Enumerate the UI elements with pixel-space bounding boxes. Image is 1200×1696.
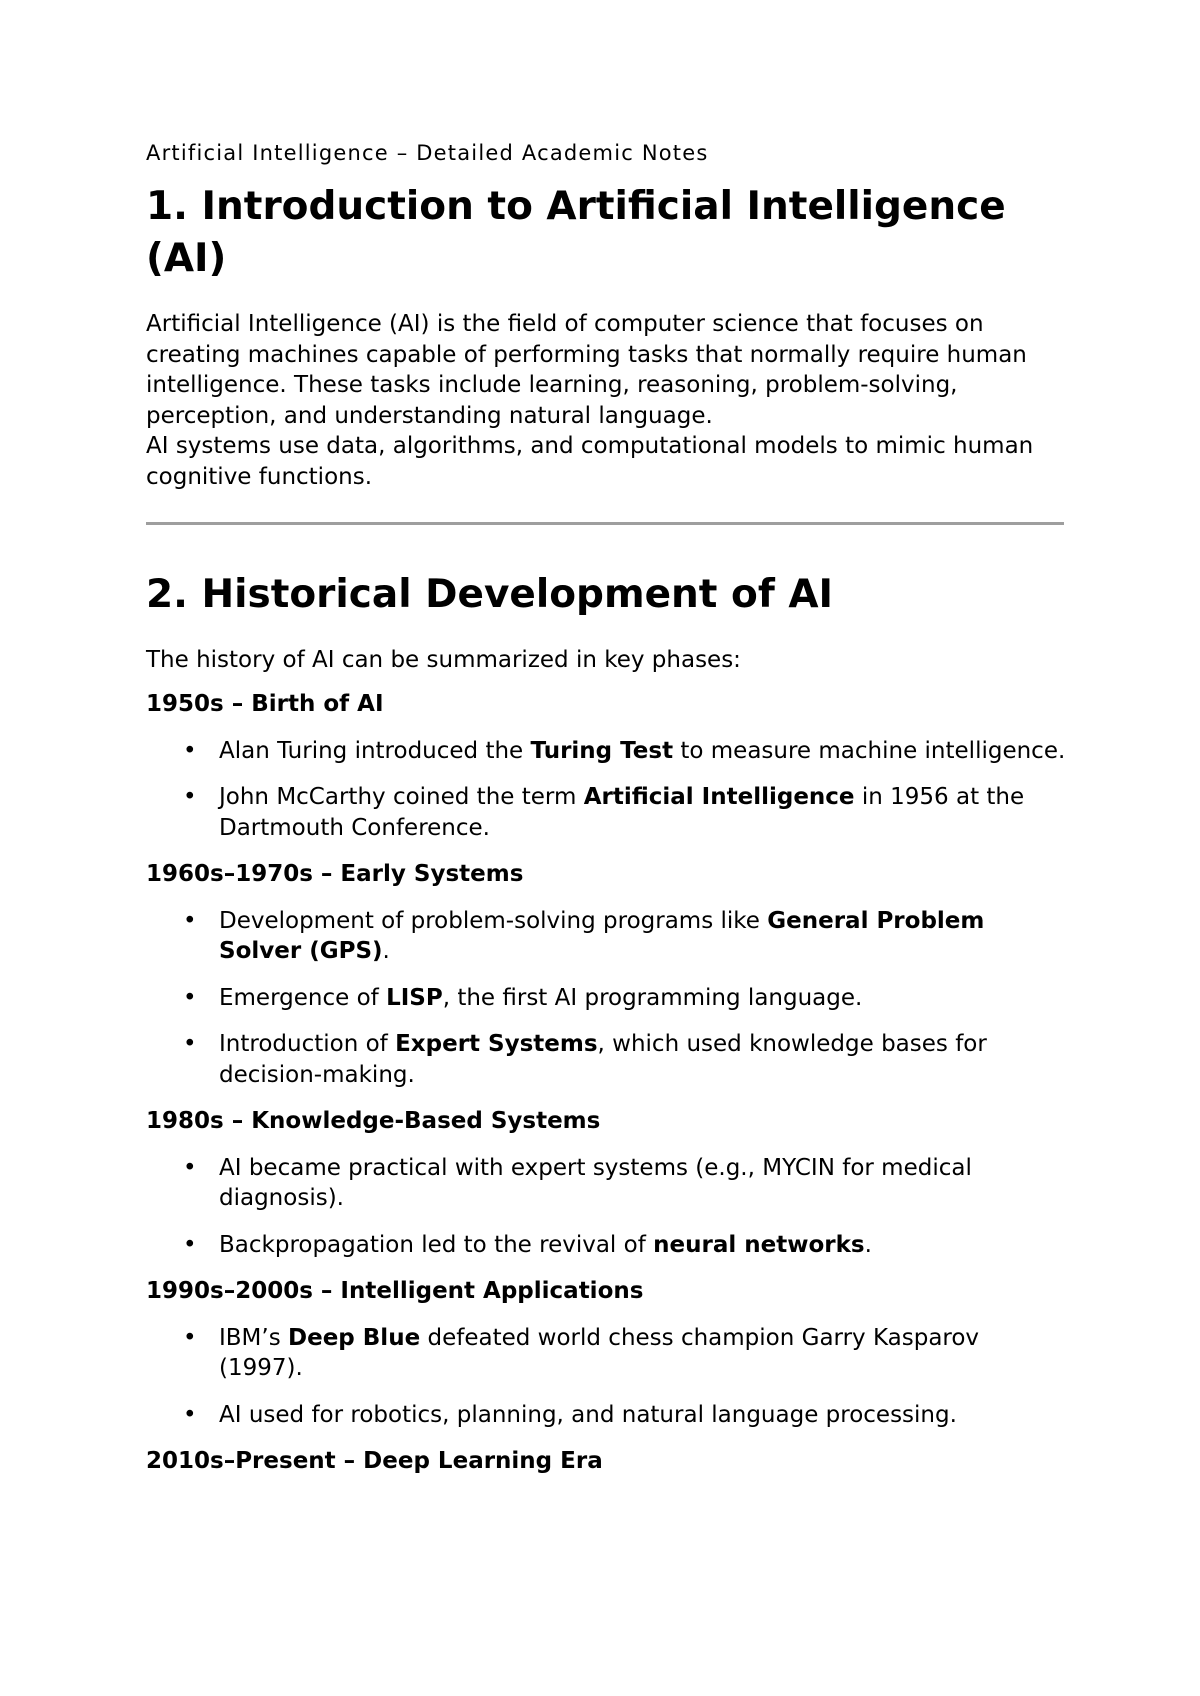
list-item: • AI became practical with expert systems (e.g., MYCIN for medical diagnosis). (183, 1154, 972, 1212)
list-item: • Emergence of LISP, the first AI programming language. (146, 983, 1066, 1014)
document-page (146, 140, 1066, 1493)
bullet-icon: • (183, 1324, 197, 1351)
era-heading: 1990s–2000s – Intelligent Applications (146, 1278, 644, 1305)
era-list (146, 1153, 1066, 1261)
section-1-heading: 1. Introduction to Artificial Intelligence (AI) (146, 184, 1006, 282)
section-2-intro: The history of AI can be summarized in key phases: (146, 646, 741, 673)
bullet-icon: • (183, 1231, 197, 1258)
era-heading: 1980s – Knowledge-Based Systems (146, 1108, 601, 1135)
section-1-paragraph-1: Artificial Intelligence (AI) is the field of computer science that focuses on creating machines capable of performing tasks that normally require human intelligence. These tasks include learning, reasoning, problem-solving, perception, and understanding natural language. (146, 311, 1027, 429)
bullet-icon: • (183, 737, 197, 764)
list-item: • Backpropagation led to the revival of neural networks. (146, 1230, 1066, 1261)
bullet-icon: • (183, 907, 197, 934)
list-item: • Development of problem-solving programs like General Problem Solver (GPS). (183, 907, 985, 965)
era-list (146, 1323, 1066, 1431)
bullet-icon: • (183, 1031, 197, 1058)
document-title: Artificial Intelligence – Detailed Academic Notes (146, 141, 709, 165)
era-heading: 2010s–Present – Deep Learning Era (146, 1448, 603, 1475)
era-heading: 1950s – Birth of AI (146, 691, 384, 718)
list-item: • IBM’s Deep Blue defeated world chess champion Garry Kasparov (1997). (183, 1324, 980, 1382)
era-list (146, 736, 1066, 844)
section-2-heading: 2. Historical Development of AI (146, 572, 834, 618)
era-heading: 1960s–1970s – Early Systems (146, 861, 524, 888)
list-item: • John McCarthy coined the term Artificial Intelligence in 1956 at the Dartmouth Conference. (183, 784, 1025, 841)
list-item: • Alan Turing introduced the Turing Test to measure machine intelligence. (146, 736, 1066, 767)
bullet-icon: • (183, 984, 197, 1011)
horizontal-divider (146, 522, 1064, 525)
section-1-paragraph-2: AI systems use data, algorithms, and computational models to mimic human cognitive functions. (146, 433, 1034, 490)
bullet-icon: • (183, 1401, 197, 1428)
bullet-icon: • (183, 784, 197, 811)
list-item: • AI used for robotics, planning, and natural language processing. (146, 1400, 1066, 1431)
era-list (146, 906, 1066, 1091)
bullet-icon: • (183, 1154, 197, 1181)
list-item: • Introduction of Expert Systems, which used knowledge bases for decision-making. (183, 1031, 987, 1088)
